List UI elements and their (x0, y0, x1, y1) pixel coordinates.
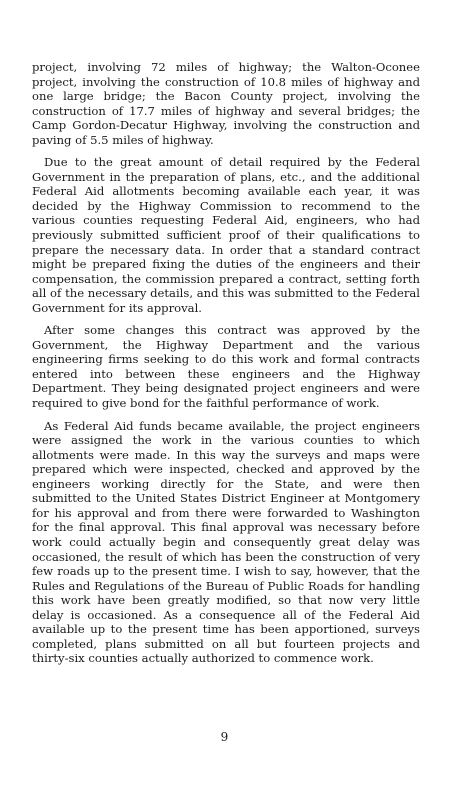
paragraph-federal-aid-funds: As Federal Aid funds became available, the project engineers were assigned the work in the various counties to which allotments were made. In this way the surveys and maps were prepared which were inspected, checked and approved by the engineers working directly for the State, and were then submitted to the United States District Engineer at Montgomery for his approval and from there were forwarded to Washington for the final approval. This final approval was necessary before work could actually begin and consequently great delay was occasioned, the result of which has been the construction of very few roads up to the present time. I wish to say, however, that the Rules and Regulations of the Bureau of Public Roads for handling this work have been greatly modified, so that now very little delay is occasioned. As a consequence all of the Federal Aid available up to the present time has been apportioned, surveys completed, plans submitted on all but fourteen projects and thirty-six counties actually authorized to commence work. (32, 418, 420, 666)
paragraph-continuation: project, involving 72 miles of highway; the Walton-Oconee project, involving the construction of 10.8 miles of highway and one large bridge; the Bacon County project, involving the construction of 17.7 miles of highway and several bridges; the Camp Gordon-Decatur Highway, involving the construction and paving of 5.5 miles of highway. (32, 60, 420, 147)
paragraph-detail-federal-government: Due to the great amount of detail required by the Federal Government in the preparation of plans, etc., and the additional Federal Aid allotments becoming available each year, it was decided by the Highway Commission to recommend to the various counties requesting Federal Aid, engineers, who had previously submitted sufficient proof of their qualifications to prepare the necessary data. In order that a standard contract might be prepared fixing the duties of the engineers and their compensation, the commission prepared a contract, setting forth all of the necessary details, and this was submitted to the Federal Government for its approval. (32, 155, 420, 315)
document-body (32, 60, 420, 674)
paragraph-contract-approval: After some changes this contract was approved by the Government, the Highway Department and the various engineering firms seeking to do this work and formal contracts entered into between these engineers and the Highway Department. They being designated project engineers and were required to give bond for the faithful performance of work. (32, 323, 420, 411)
page-number: 9 (220, 730, 229, 744)
